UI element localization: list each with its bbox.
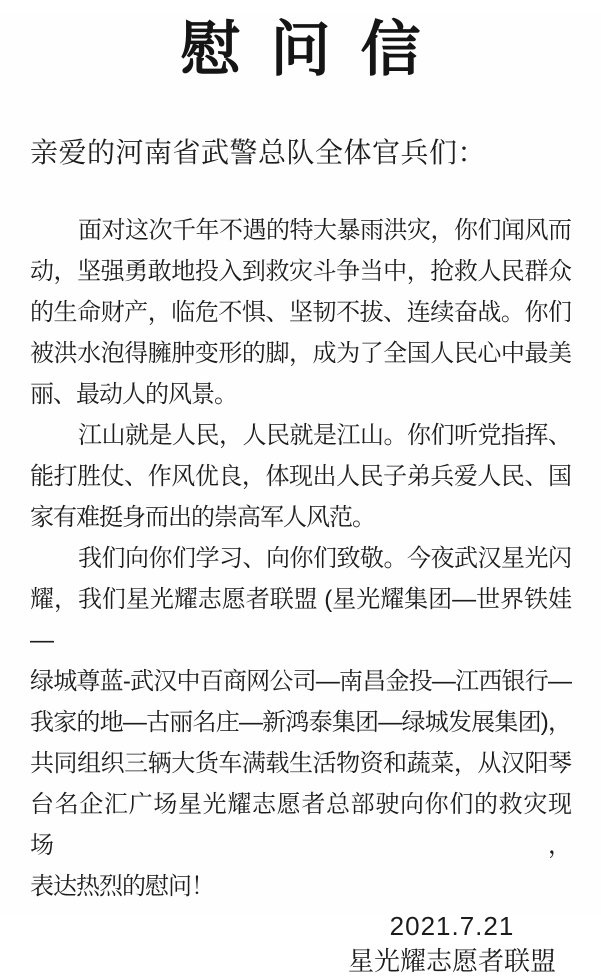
body-line: 动，坚强勇敢地投入到救灾斗争当中，抢救人民群众 xyxy=(30,258,571,285)
body-line: 被洪水泡得臃肿变形的脚，成为了全国人民心中最美 xyxy=(30,340,571,367)
body-line: 台名企汇广场星光耀志愿者总部驶向你们的救灾现场， xyxy=(30,791,571,859)
body-line: 的生命财产，临危不惧、坚韧不拔、连续奋战。你们 xyxy=(30,299,571,326)
letter-title: 慰问信 xyxy=(180,16,451,83)
body-line: 江山就是人民，人民就是江山。你们听党指挥、 xyxy=(78,422,571,449)
signature-block xyxy=(348,909,556,979)
body-line: 我们向你们学习、向你们致敬。今夜武汉星光闪 xyxy=(78,545,571,572)
letter-signature: 星光耀志愿者联盟 xyxy=(347,946,556,976)
body-line: 绿城尊蓝-武汉中百商网公司—南昌金投—江西银行— xyxy=(30,668,571,695)
letter-date: 2021.7.21 xyxy=(389,911,515,941)
body-line: 面对这次千年不遇的特大暴雨洪灾，你们闻风而 xyxy=(78,217,571,244)
body-line: 表达热烈的慰问！ xyxy=(30,873,214,900)
salutation: 亲爱的河南省武警总队全体官兵们： xyxy=(30,137,487,168)
letter-page xyxy=(0,14,601,976)
letter-body xyxy=(30,210,571,907)
body-line: 耀，我们星光耀志愿者联盟 (星光耀集团—世界铁娃— xyxy=(30,586,571,654)
body-line: 共同组织三辆大货车满载生活物资和蔬菜，从汉阳琴 xyxy=(30,750,571,777)
body-line: 能打胜仗、作风优良，体现出人民子弟兵爱人民、国 xyxy=(30,463,571,490)
body-line: 丽、最动人的风景。 xyxy=(30,381,237,408)
body-line: 我家的地—古丽名庄—新鸿泰集团—绿城发展集团)， xyxy=(30,709,571,736)
body-line: 家有难挺身而出的崇高军人风范。 xyxy=(30,504,375,531)
